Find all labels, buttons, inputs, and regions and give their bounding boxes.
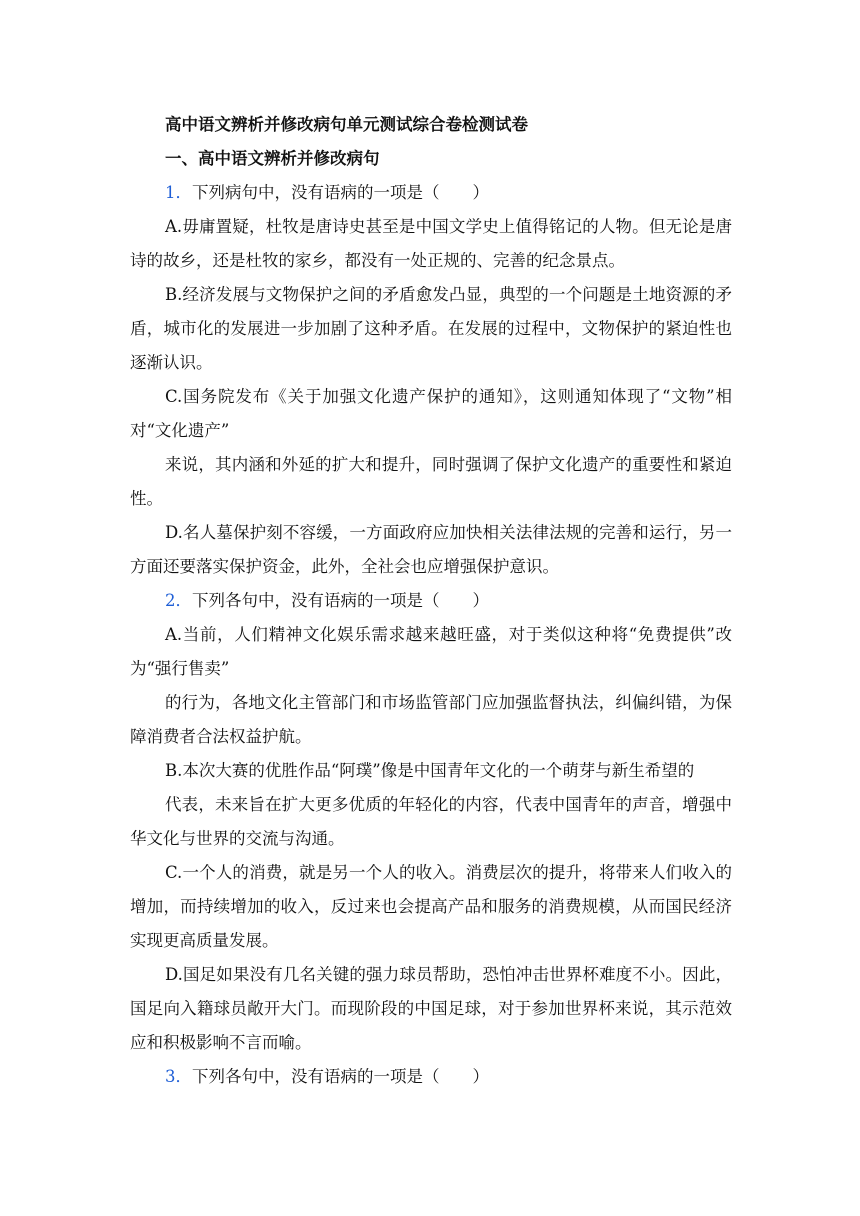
question-1-option-c: C.国务院发布《关于加强文化遗产保护的通知》，这则通知体现了“文物”相对“文化遗产” — [130, 387, 732, 440]
question-2-option-a: A.当前，人们精神文化娱乐需求越来越旺盛，对于类似这种将“免费提供”改为“强行售卖” — [130, 625, 732, 678]
question-number: 3． — [165, 1067, 192, 1086]
question-3-stem — [165, 1060, 732, 1094]
question-number: 2． — [165, 591, 192, 610]
section-heading: 一、高中语文辨析并修改病句 — [165, 149, 380, 168]
question-2-option-a-continued: 的行为，各地文化主管部门和市场监管部门应加强监督执法，纠偏纠错，为保障消费者合法权益护航。 — [130, 693, 732, 746]
document-title: 高中语文辨析并修改病句单元测试综合卷检测试卷 — [165, 115, 528, 134]
question-1-option-b: B.经济发展与文物保护之间的矛盾愈发凸显，典型的一个问题是土地资源的矛盾，城市化的发展进一步加剧了这种矛盾。在发展的过程中，文物保护的紧迫性也逐渐认识。 — [130, 285, 732, 372]
question-2-stem — [165, 584, 732, 618]
document-body — [130, 108, 732, 1094]
question-1-option-c-continued: 来说，其内涵和外延的扩大和提升，同时强调了保护文化遗产的重要性和紧迫性。 — [130, 455, 732, 508]
question-text: 下列各句中，没有语病的一项是（ ） — [192, 1067, 489, 1086]
question-2-option-c: C.一个人的消费，就是另一个人的收入。消费层次的提升，将带来人们收入的增加，而持续增加的收入，反过来也会提高产品和服务的消费规模，从而国民经济实现更高质量发展。 — [130, 863, 732, 950]
question-1-stem — [165, 176, 732, 210]
question-2-option-d: D.国足如果没有几名关键的强力球员帮助，恐怕冲击世界杯难度不小。因此，国足向入籍球员敞开大门。而现阶段的中国足球，对于参加世界杯来说，其示范效应和积极影响不言而喻。 — [130, 965, 732, 1052]
question-1-option-d: D.名人墓保护刻不容缓，一方面政府应加快相关法律法规的完善和运行，另一方面还要落实保护资金，此外，全社会也应增强保护意识。 — [130, 523, 732, 576]
question-text: 下列各句中，没有语病的一项是（ ） — [192, 591, 489, 610]
question-text: 下列病句中，没有语病的一项是（ ） — [192, 183, 489, 202]
question-number: 1． — [165, 183, 192, 202]
question-2-option-b-continued: 代表，未来旨在扩大更多优质的年轻化的内容，代表中国青年的声音，增强中华文化与世界的交流与沟通。 — [130, 795, 732, 848]
question-2-option-b: B.本次大赛的优胜作品“阿璞”像是中国青年文化的一个萌芽与新生希望的 — [165, 761, 695, 780]
question-1-option-a: A.毋庸置疑，杜牧是唐诗史甚至是中国文学史上值得铭记的人物。但无论是唐诗的故乡，还是杜牧的家乡，都没有一处正规的、完善的纪念景点。 — [130, 217, 732, 270]
